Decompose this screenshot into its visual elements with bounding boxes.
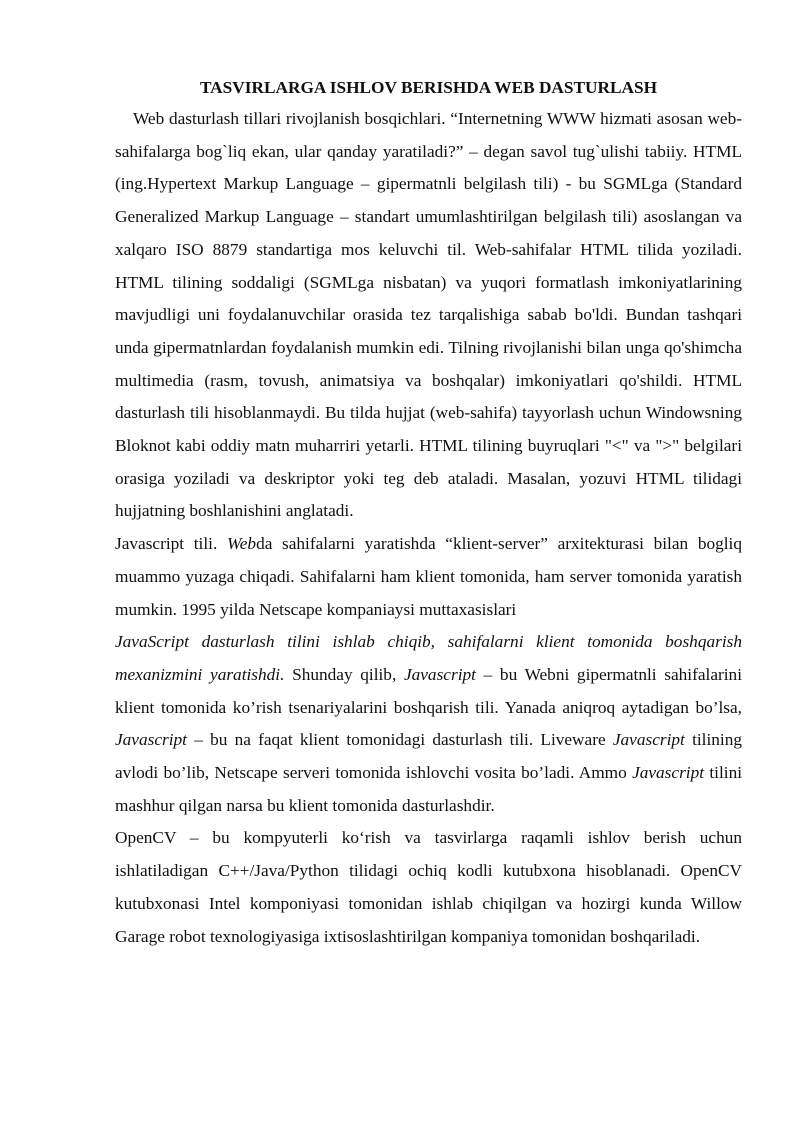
paragraph-javascript-details — [115, 626, 742, 822]
italic-span: JavaScript dasturlash tilini ishlab chiqib, sahifalarni klient tomonida boshqarish mexanizmini yaratishdi. — [115, 632, 742, 684]
paragraph-opencv: OpenCV – bu kompyuterli ko‘rish va tasvirlarga raqamli ishlov berish uchun ishlatiladigan C++/Java/Python tilidagi ochiq kodli kutubxona hisoblanadi. OpenCV kutubxonasi Intel komponiyasi tomonidan ishlab chiqilgan va hozirgi kunda Willow Garage robot texnologiyasiga ixtisoslashtirilgan kompaniya tomonidan boshqariladi. — [115, 828, 742, 946]
document-title: TASVIRLARGA ISHLOV BERISHDA WEB DASTURLASH — [199, 78, 658, 97]
italic-span: Javascript — [403, 664, 476, 684]
text-span: – bu Webni gipermatnli sahifalarini klient tomonida ko’rish tsenariyalarini boshqarish tili. Yanada aniqroq aytadigan bo’lsa, — [115, 664, 742, 717]
text-span: Shunday qilib, — [284, 664, 404, 684]
document-page — [115, 72, 742, 953]
italic-span: Javascript — [612, 730, 685, 750]
italic-span: Web — [226, 534, 257, 554]
text-span: – bu na faqat klient tomonidagi dasturlash tili. Liveware — [187, 730, 613, 750]
paragraph-javascript-intro — [115, 528, 742, 626]
italic-span: Javascript — [632, 763, 705, 783]
paragraph-web-programming: Web dasturlash tillari rivojlanish bosqichlari. “Internetning WWW hizmati asosan web-sahifalarga bog`liq ekan, ular qanday yaratiladi?” – degan savol tug`ulishi tabiiy. HTML (ing.Hypertext Markup Language – gipermatnli belgilash tili) - bu SGMLga (Standard Generalized Markup Language – standart umumlashtirilgan belgilash tili) asoslangan va xalqaro ISO 8879 standartiga mos keluvchi til. Web-sahifalar HTML tilida yoziladi. HTML tilining soddaligi (SGMLga nisbatan) va yuqori formatlash imkoniyatlarining mavjudligi uni foydalanuvchilar orasida tez tarqalishiga sabab bo'ldi. Bundan tashqari unda gipermatnlardan foydalanish mumkin edi. Tilning rivojlanishi bilan unga qo'shimcha multimedia (rasm, tovush, animatsiya va boshqalar) imkoniyatlari qo'shildi. HTML dasturlash tili hisoblanmaydi. Bu tilda hujjat (web-sahifa) tayyorlash uchun Windowsning Bloknot kabi oddiy matn muharriri yetarli. HTML tilining buyruqlari "<" va ">" belgilari orasiga yoziladi va deskriptor yoki teg deb ataladi. Masalan, yozuvi HTML tilidagi hujjatning boshlanishini anglatadi. — [115, 109, 742, 521]
italic-span: Javascript — [115, 730, 187, 750]
text-span: tilini mashhur qilgan narsa bu klient tomonida dasturlashdir. — [115, 763, 743, 815]
text-span: da sahifalarni yaratishda “klient-server” arxitekturasi bilan bogliq muammo yuzaga chiqadi. Sahifalarni ham klient tomonida, ham server tomonida yaratish mumkin. 1995 yilda Netscape kompaniaysi muttaxasislari — [115, 534, 742, 619]
text-span: tilining avlodi bo’lib, Netscape serveri tomonida ishlovchi vosita bo’ladi. Ammo — [115, 730, 743, 783]
text-span: Javascript tili. — [115, 534, 227, 554]
